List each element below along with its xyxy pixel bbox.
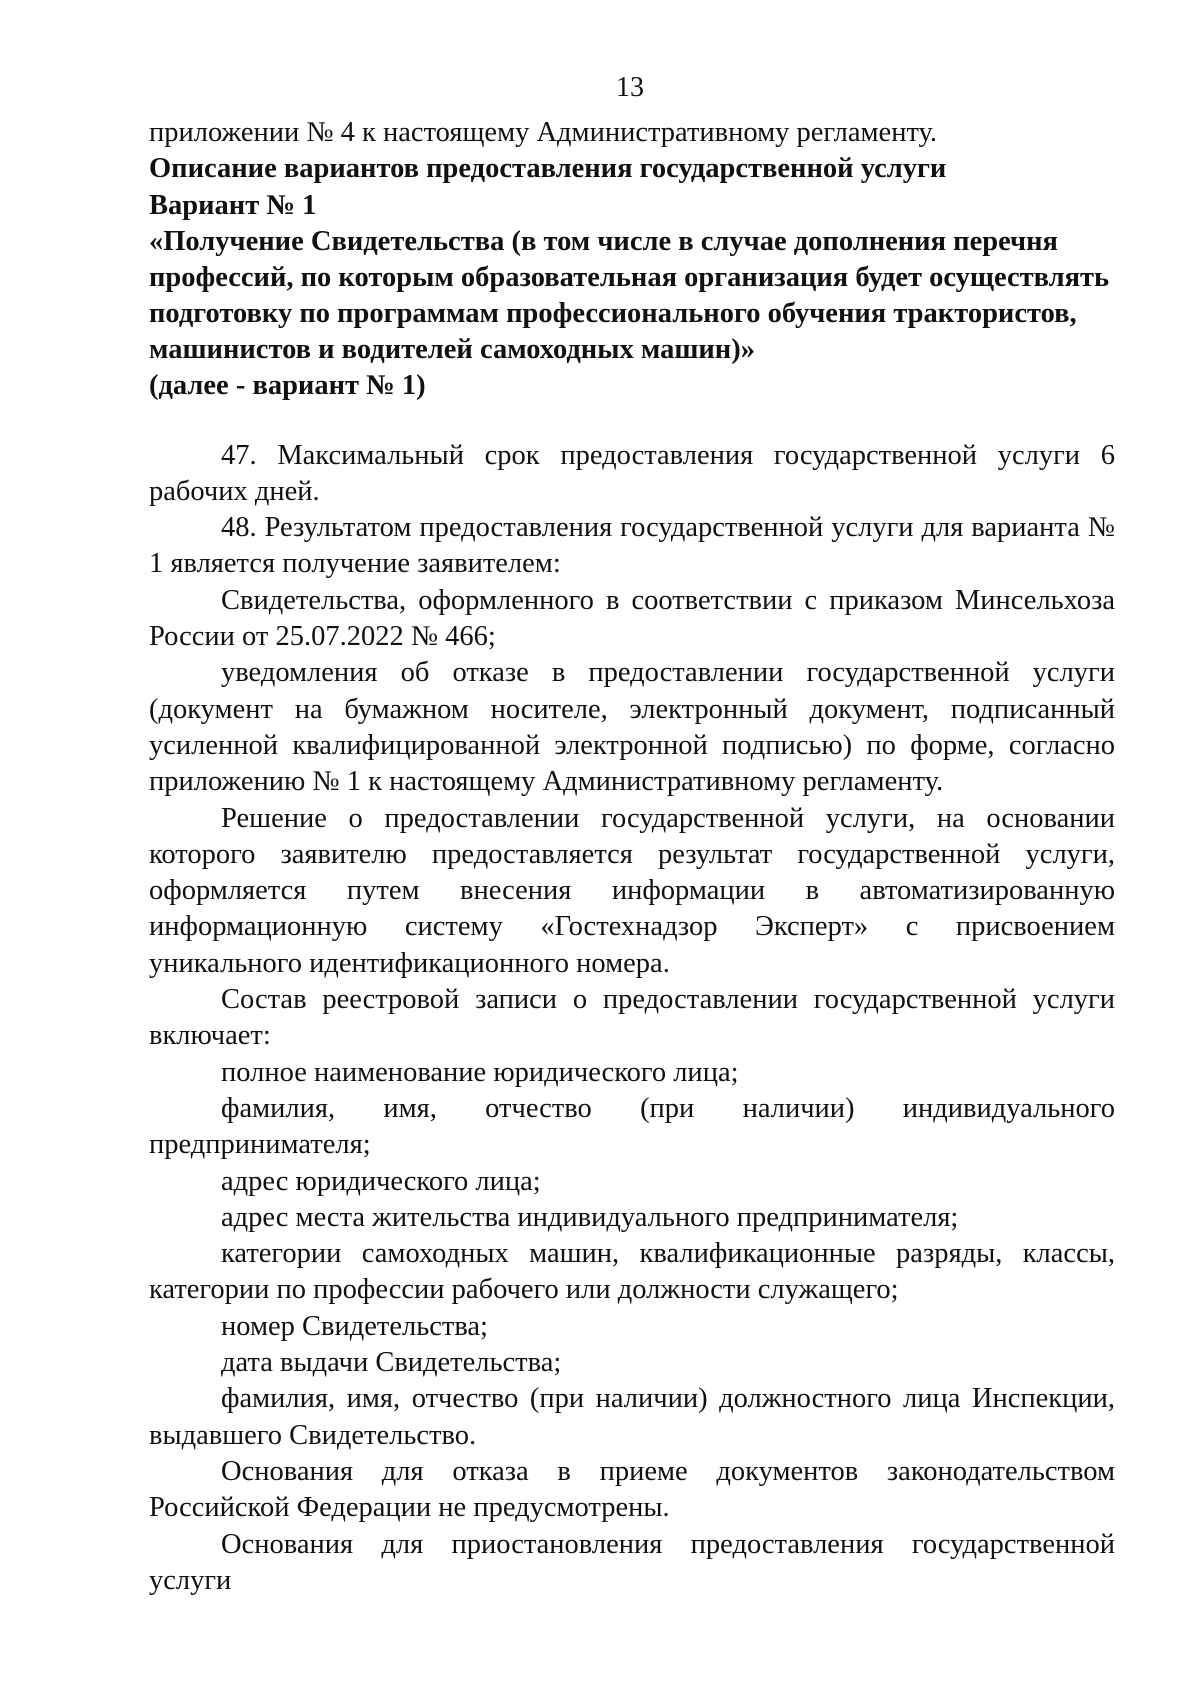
paragraph-registry-record: Состав реестровой записи о предоставлении государственной услуги включает: [149, 984, 1115, 1052]
page-content [149, 115, 1115, 1599]
variant-subtitle-line: «Получение Свидетельства (в том числе в случае дополнения перечня [149, 225, 1058, 257]
paragraph-refusal-grounds: Основания для отказа в приеме документов законодательством Российской Федерации не предусмотрены. [149, 1455, 1115, 1524]
registry-item-official-name: фамилия, имя, отчество (при наличии) должностного лица Инспекции, выдавшего Свидетельство. [149, 1383, 1115, 1451]
variant-heading-block [149, 188, 1115, 404]
variant-subtitle-line: подготовку по программам профессионального обучения трактористов, [149, 297, 1077, 329]
variant-subtitle-line: профессий, по которым образовательная организация будет осуществлять [149, 261, 1110, 293]
continuation-line: приложении № 4 к настоящему Административному регламенту. [149, 117, 938, 148]
registry-item-entrepreneur-name: фамилия, имя, отчество (при наличии) индивидуального предпринимателя; [149, 1092, 1115, 1161]
result-item-refusal-notice: уведомления об отказе в предоставлении государственной услуги (документ на бумажном носителе, электронный документ, подписанный усиленной квалифицированной электронной подписью) по форме, согласно приложению № 1 к настоящему Административному регламенту. [149, 657, 1115, 798]
registry-item-entrepreneur-address: адрес места жительства индивидуального предпринимателя; [221, 1201, 959, 1233]
paragraph-suspension-grounds: Основания для приостановления предоставления государственной услуги [149, 1528, 1115, 1596]
section-title: Описание вариантов предоставления государственной услуги [149, 153, 947, 185]
registry-item-issue-date: дата выдачи Свидетельства; [221, 1347, 562, 1379]
paragraph-48-result: 48. Результатом предоставления государственной услуги для варианта № 1 является получение заявителем: [149, 512, 1115, 580]
registry-item-machine-categories: категории самоходных машин, квалификационные разряды, классы, категории по профессии рабочего или должности служащего; [149, 1238, 1115, 1306]
registry-item-legal-entity-name: полное наименование юридического лица; [221, 1056, 739, 1088]
variant-abbreviation: (далее - вариант № 1) [149, 369, 426, 401]
registry-item-certificate-number: номер Свидетельства; [221, 1310, 488, 1342]
variant-title: Вариант № 1 [149, 189, 317, 221]
paragraph-decision: Решение о предоставлении государственной услуги, на основании которого заявителю предоставляется результат государственной услуги, оформляется путем внесения информации в автоматизированную информационную систему «Гостехнадзор Эксперт» с присвоением уникального идентификационного номера. [149, 802, 1115, 979]
result-item-certificate: Свидетельства, оформленного в соответствии с приказом Минсельхоза России от 25.07.2022 № 466; [149, 584, 1115, 653]
page-number: 13 [616, 72, 644, 103]
paragraph-47-max-term: 47. Максимальный срок предоставления государственной услуги 6 рабочих дней. [149, 439, 1115, 507]
variant-subtitle-line: машинистов и водителей самоходных машин)» [149, 333, 755, 365]
registry-item-legal-entity-address: адрес юридического лица; [221, 1165, 541, 1197]
